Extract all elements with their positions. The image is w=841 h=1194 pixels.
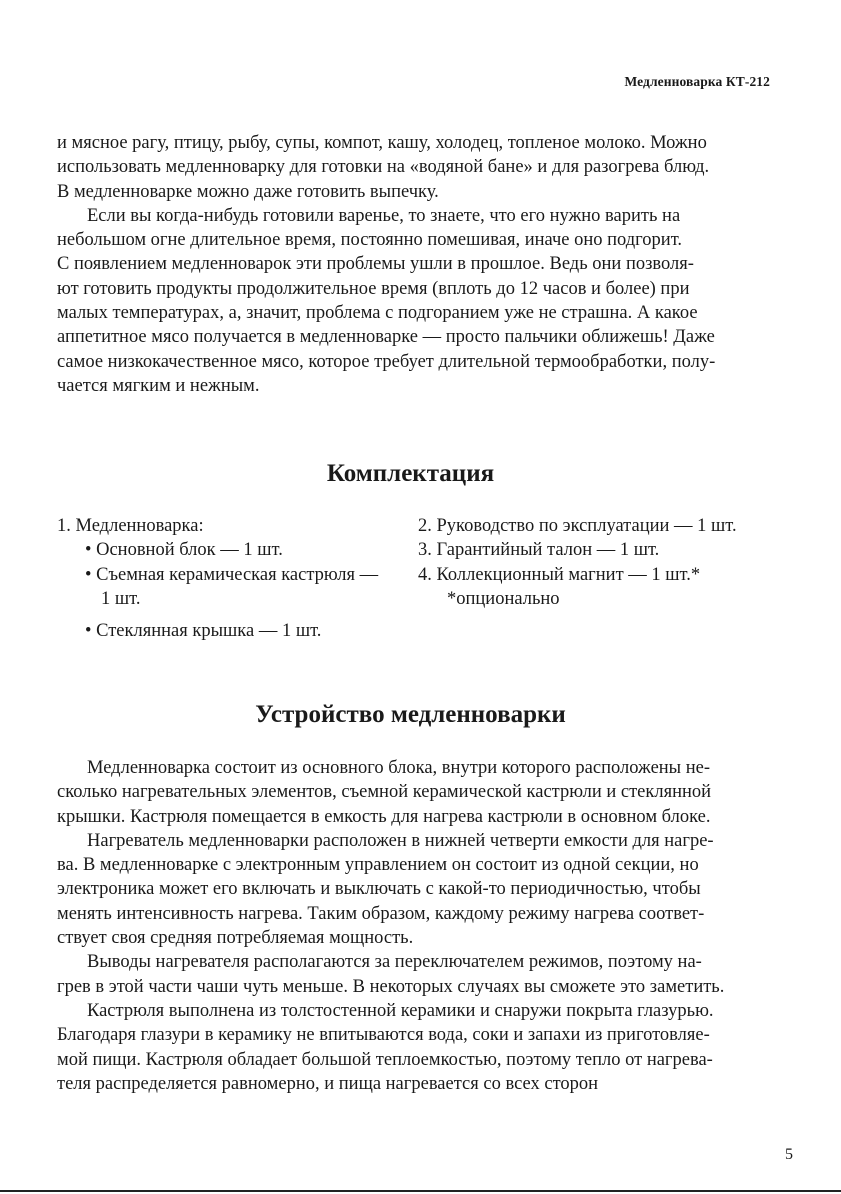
text-line: мой пищи. Кастрюля обладает большой теплоемкостью, поэтому тепло от нагрева-	[57, 1049, 713, 1070]
device-section-heading: Устройство медленноварки	[255, 701, 566, 728]
text-line: Кастрюля выполнена из толстостенной керамики и снаружи покрыта глазурью.	[87, 1000, 714, 1021]
text-line: ют готовить продукты продолжительное время (вплоть до 12 часов и более) при	[57, 278, 690, 299]
page-number: 5	[785, 1146, 793, 1163]
text-line: теля распределяется равномерно, и пища нагревается со всех сторон	[57, 1073, 599, 1094]
text-line: Благодаря глазури в керамику не впитываются вода, соки и запахи из приготовляе-	[57, 1025, 710, 1046]
kit-subitem-main-unit: • Основной блок — 1 шт.	[85, 540, 283, 561]
text-line: С появлением медленноварок эти проблемы ушли в прошлое. Ведь они позволя-	[57, 254, 694, 275]
kit-subitem-glass-lid: • Стеклянная крышка — 1 шт.	[85, 621, 322, 642]
device-paragraphs	[57, 756, 787, 1096]
kit-item-magnet: 4. Коллекционный магнит — 1 шт.*	[418, 564, 701, 585]
kit-list-right	[418, 514, 737, 611]
kit-subitem-ceramic-pot-cont: 1 шт.	[101, 588, 141, 609]
kit-subitem-ceramic-pot: • Съемная керамическая кастрюля —	[85, 564, 379, 585]
text-line: небольшом огне длительное время, постоянно помешивая, иначе оно подгорит.	[57, 230, 683, 251]
text-line: сколько нагревательных элементов, съемной керамической кастрюли и стеклянной	[57, 782, 712, 803]
text-line: аппетитное мясо получается в медленноварке — просто пальчики оближешь! Даже	[57, 327, 715, 348]
intro-paragraphs	[57, 131, 787, 398]
text-line: менять интенсивность нагрева. Таким образом, каждому режиму нагрева соответ-	[57, 903, 705, 924]
text-line: ва. В медленноварке с электронным управлением он состоит из одной секции, но	[57, 855, 699, 876]
text-line: чается мягким и нежным.	[57, 375, 260, 396]
text-line: и мясное рагу, птицу, рыбу, супы, компот, кашу, холодец, топленое молоко. Можно	[57, 133, 707, 153]
kit-section-heading: Комплектация	[326, 460, 495, 487]
bottom-divider	[0, 1190, 841, 1192]
kit-item-warranty: 3. Гарантийный талон — 1 шт.	[418, 540, 660, 561]
text-line: использовать медленноварку для готовки на «водяной бане» и для разогрева блюд.	[57, 157, 710, 178]
kit-item-optional-note: *опционально	[447, 588, 560, 609]
kit-item-slow-cooker: 1. Медленноварка:	[57, 516, 204, 536]
running-header-title: Медленноварка КТ-212	[624, 74, 770, 89]
text-line: крышки. Кастрюля помещается в емкость для нагрева кастрюли в основном блоке.	[57, 806, 711, 827]
kit-item-manual: 2. Руководство по эксплуатации — 1 шт.	[418, 516, 737, 536]
text-line: грев в этой части чаши чуть меньше. В некоторых случаях вы сможете это заметить.	[57, 976, 725, 997]
text-line: электроника может его включать и выключать с какой-то периодичностью, чтобы	[57, 879, 701, 900]
text-line: самое низкокачественное мясо, которое требует длительной термообработки, полу-	[57, 351, 716, 372]
text-line: Выводы нагревателя располагаются за переключателем режимов, поэтому на-	[87, 952, 702, 973]
text-line: В медленноварке можно даже готовить выпечку.	[57, 181, 439, 202]
text-line: Медленноварка состоит из основного блока, внутри которого расположены не-	[87, 758, 711, 778]
text-line: Нагреватель медленноварки расположен в нижней четверти емкости для нагре-	[87, 830, 714, 851]
text-line: малых температурах, а, значит, проблема с подгоранием уже не страшна. А какое	[57, 303, 698, 324]
text-line: ствует своя средняя потребляемая мощность.	[57, 928, 414, 949]
kit-list-left	[57, 514, 378, 643]
text-line: Если вы когда-нибудь готовили варенье, то знаете, что его нужно варить на	[87, 205, 681, 226]
